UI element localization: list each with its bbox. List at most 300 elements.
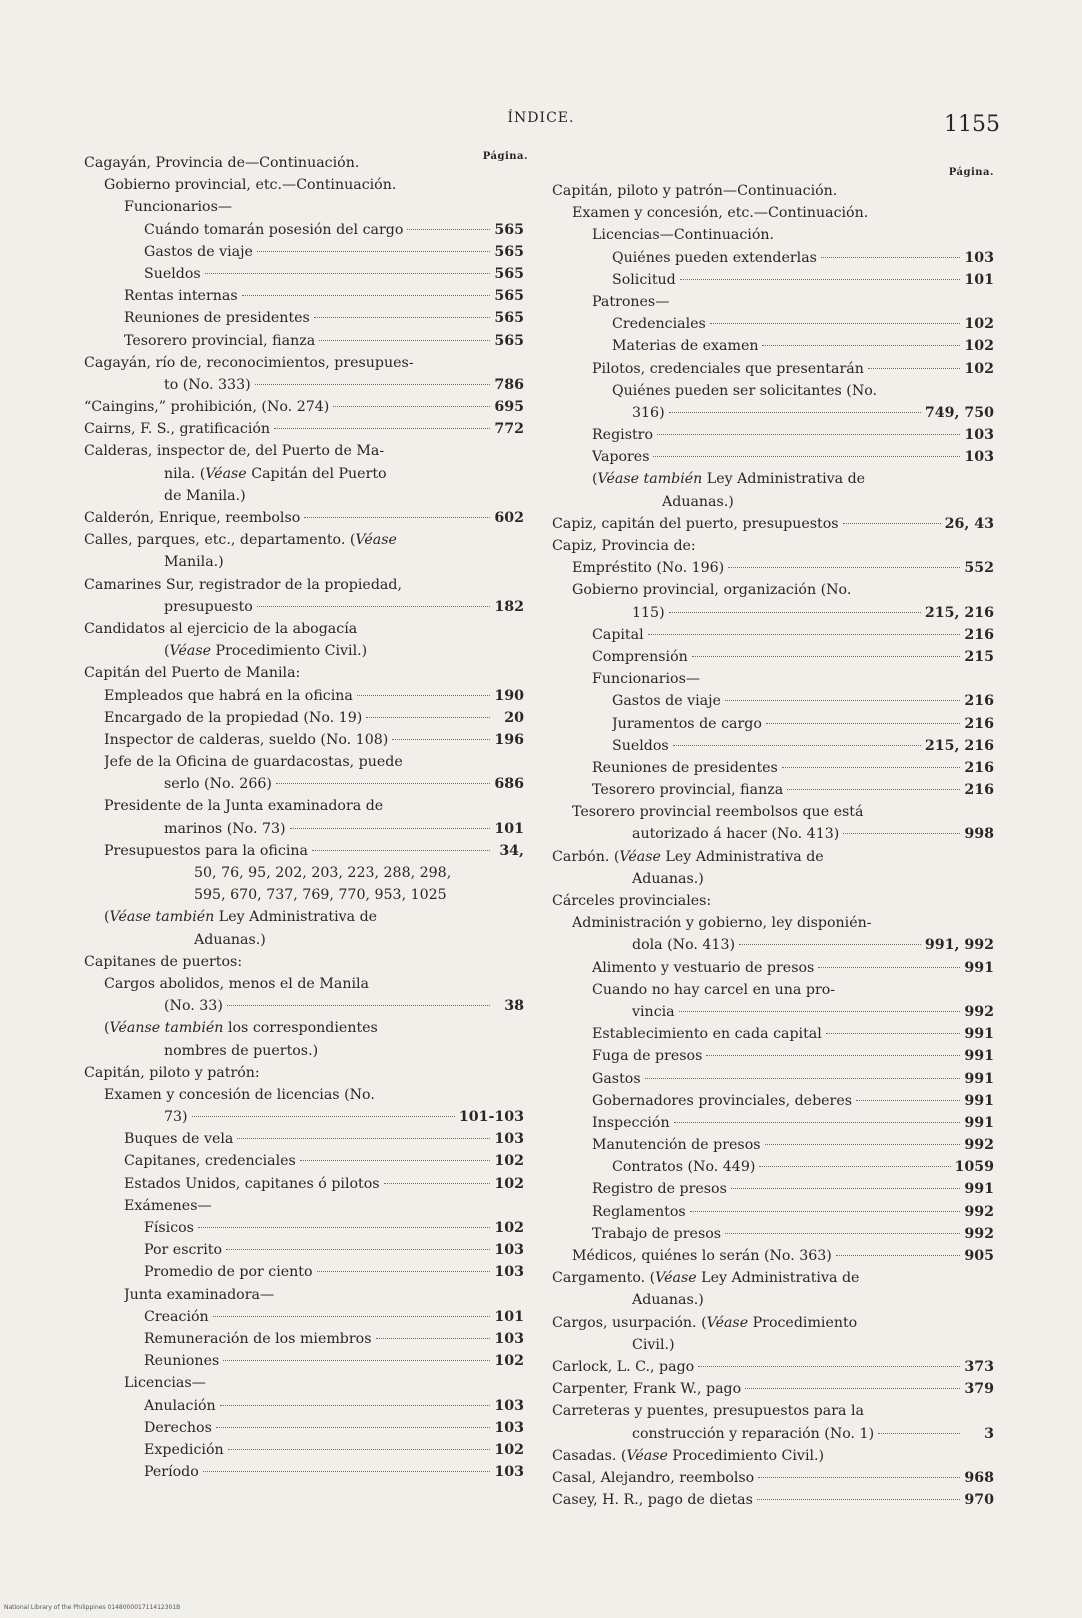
index-entry bbox=[552, 1068, 994, 1090]
index-entry bbox=[552, 1467, 994, 1489]
entry-text: Quiénes pueden ser solicitantes (No. bbox=[612, 382, 878, 399]
entry-text: Capitán, piloto y patrón: bbox=[84, 1064, 260, 1081]
leader-dots bbox=[257, 606, 490, 607]
entry-text: Buques de vela bbox=[124, 1131, 234, 1148]
index-entry bbox=[552, 890, 994, 912]
entry-text: Creación bbox=[144, 1308, 209, 1325]
index-entry bbox=[84, 152, 524, 174]
leader-dots bbox=[205, 273, 490, 274]
entry-text: Licencias— bbox=[124, 1375, 206, 1392]
leader-dots bbox=[725, 1233, 960, 1234]
entry-text: Manutención de presos bbox=[592, 1137, 761, 1154]
entry-text: Gobierno provincial, etc.—Continuación. bbox=[104, 177, 397, 194]
index-entry bbox=[84, 440, 524, 462]
page-reference: 102 bbox=[964, 360, 994, 377]
entry-text: Promedio de por ciento bbox=[144, 1264, 313, 1281]
page-reference: 991 bbox=[964, 959, 994, 976]
index-entry bbox=[552, 202, 994, 224]
index-entry bbox=[84, 884, 524, 906]
index-entry bbox=[552, 1201, 994, 1223]
entry-text: Derechos bbox=[144, 1419, 212, 1436]
page-reference: 101 bbox=[494, 1308, 524, 1325]
entry-text: Cárceles provinciales: bbox=[552, 893, 712, 909]
page-reference: 749, 750 bbox=[924, 404, 994, 421]
entry-text: Cagayán, río de, reconocimientos, presupues- bbox=[84, 354, 414, 371]
index-entry bbox=[552, 1001, 994, 1023]
entry-text: Candidatos al ejercicio de la abogacía bbox=[84, 620, 358, 637]
entry-text: Trabajo de presos bbox=[592, 1225, 722, 1242]
leader-dots bbox=[739, 944, 921, 945]
index-entry bbox=[84, 1106, 524, 1128]
index-entry bbox=[84, 818, 524, 840]
index-entry bbox=[84, 307, 524, 329]
index-entry bbox=[552, 269, 994, 291]
index-entry bbox=[84, 396, 524, 418]
entry-text: Calles, parques, etc., departamento. (Véase bbox=[84, 532, 397, 549]
page-reference: 772 bbox=[494, 421, 524, 438]
entry-text: Tesorero provincial, fianza bbox=[124, 332, 316, 349]
entry-text: Tesorero provincial, fianza bbox=[592, 782, 784, 799]
entry-text: nombres de puertos.) bbox=[164, 1042, 319, 1059]
entry-text: 50, 76, 95, 202, 203, 223, 288, 298, bbox=[194, 865, 452, 881]
entry-text: Vapores bbox=[592, 449, 650, 466]
index-entry bbox=[552, 180, 994, 202]
index-entry bbox=[552, 624, 994, 646]
entry-text: (Véase también Ley Administrativa de bbox=[592, 471, 866, 488]
leader-dots bbox=[653, 456, 960, 457]
leader-dots bbox=[357, 695, 490, 696]
page-reference: 20 bbox=[504, 709, 524, 726]
leader-dots bbox=[274, 428, 490, 429]
entry-text: Manila.) bbox=[164, 554, 224, 571]
right-column bbox=[552, 150, 994, 1511]
page-reference: 992 bbox=[964, 1003, 994, 1020]
entry-text: Casey, H. R., pago de dietas bbox=[552, 1492, 753, 1509]
index-entry bbox=[552, 1289, 994, 1311]
index-entry bbox=[552, 1023, 994, 1045]
index-entry bbox=[552, 868, 994, 890]
page-reference: 552 bbox=[964, 560, 994, 577]
index-entry bbox=[84, 1461, 524, 1483]
index-entry bbox=[84, 374, 524, 396]
index-entry bbox=[84, 529, 524, 551]
leader-dots bbox=[868, 368, 960, 369]
entry-text: de Manila.) bbox=[164, 487, 246, 504]
index-entry bbox=[552, 1378, 994, 1400]
page-reference: 991, 992 bbox=[924, 937, 994, 954]
leader-dots bbox=[366, 717, 490, 718]
entry-text: 115) bbox=[632, 604, 665, 621]
index-entry bbox=[552, 646, 994, 668]
page-reference: 565 bbox=[494, 288, 524, 305]
index-entry bbox=[84, 418, 524, 440]
page-reference: 602 bbox=[494, 510, 524, 526]
index-entry bbox=[84, 773, 524, 795]
entry-text: Alimento y vestuario de presos bbox=[592, 959, 815, 976]
page-reference: 373 bbox=[964, 1358, 994, 1375]
index-entry bbox=[552, 1045, 994, 1067]
leader-dots bbox=[669, 412, 921, 413]
entry-text: Junta examinadora— bbox=[124, 1286, 275, 1303]
index-entry bbox=[84, 1417, 524, 1439]
index-entry bbox=[84, 906, 524, 928]
leader-dots bbox=[216, 1427, 490, 1428]
leader-dots bbox=[669, 612, 921, 613]
leader-dots bbox=[673, 745, 921, 746]
index-entry bbox=[84, 1350, 524, 1372]
entry-text: Materias de examen bbox=[612, 338, 759, 355]
index-entry bbox=[84, 330, 524, 352]
index-entry bbox=[552, 1489, 994, 1511]
index-entry bbox=[84, 196, 524, 218]
entry-text: Gobernadores provinciales, deberes bbox=[592, 1092, 853, 1109]
index-entry bbox=[84, 507, 524, 529]
index-entry bbox=[552, 713, 994, 735]
entry-text: Credenciales bbox=[612, 316, 706, 333]
entry-text: Cagayán, Provincia de—Continuación. bbox=[84, 155, 360, 171]
leader-dots bbox=[745, 1388, 960, 1389]
page-reference: 1059 bbox=[954, 1159, 994, 1176]
index-entry bbox=[84, 1261, 524, 1283]
index-entry bbox=[552, 1400, 994, 1422]
index-entry bbox=[552, 468, 994, 490]
page-reference: 38 bbox=[504, 998, 524, 1015]
page-reference: 991 bbox=[964, 1048, 994, 1065]
page-title: ÍNDICE. bbox=[507, 110, 575, 126]
index-entry bbox=[84, 551, 524, 573]
entry-text: Cuando no hay carcel en una pro- bbox=[592, 981, 836, 998]
leader-dots bbox=[300, 1160, 490, 1161]
index-entry bbox=[552, 424, 994, 446]
index-entry bbox=[552, 224, 994, 246]
page-reference: 190 bbox=[494, 687, 524, 704]
index-entry bbox=[552, 1178, 994, 1200]
entry-text: Estados Unidos, capitanes ó pilotos bbox=[124, 1175, 380, 1192]
page-reference: 103 bbox=[964, 427, 994, 444]
leader-dots bbox=[843, 523, 941, 524]
index-entry bbox=[552, 979, 994, 1001]
entry-text: Solicitud bbox=[612, 271, 676, 288]
page-reference: 101-103 bbox=[458, 1109, 524, 1126]
entry-text: Encargado de la propiedad (No. 19) bbox=[104, 709, 363, 726]
index-entry bbox=[84, 640, 524, 662]
page-reference: 103 bbox=[494, 1264, 524, 1281]
entry-text: Funcionarios— bbox=[124, 199, 233, 216]
leader-dots bbox=[648, 634, 960, 635]
index-entry bbox=[84, 285, 524, 307]
entry-text: Capitán, piloto y patrón—Continuación. bbox=[552, 183, 838, 199]
leader-dots bbox=[878, 1433, 960, 1434]
index-entry bbox=[84, 174, 524, 196]
entry-text: Gastos de viaje bbox=[144, 243, 253, 260]
leader-dots bbox=[317, 1271, 490, 1272]
entry-text: Físicos bbox=[144, 1220, 194, 1236]
leader-dots bbox=[843, 833, 960, 834]
index-entry bbox=[552, 957, 994, 979]
index-entry bbox=[552, 579, 994, 601]
entry-text: Cairns, F. S., gratificación bbox=[84, 421, 271, 438]
page-reference: 992 bbox=[964, 1203, 994, 1220]
entry-text: Carbón. (Véase Ley Administrativa de bbox=[552, 848, 824, 865]
leader-dots bbox=[692, 656, 960, 657]
entry-text: Calderas, inspector de, del Puerto de Ma- bbox=[84, 443, 385, 460]
index-entry bbox=[84, 1062, 524, 1084]
index-entry bbox=[552, 358, 994, 380]
index-entry bbox=[552, 912, 994, 934]
entry-text: Aduanas.) bbox=[194, 931, 266, 948]
page-reference: 216 bbox=[964, 782, 994, 799]
entry-text: (No. 33) bbox=[164, 998, 223, 1015]
page-reference: 565 bbox=[494, 265, 524, 282]
leader-dots bbox=[759, 1166, 950, 1167]
entry-text: Remuneración de los miembros bbox=[144, 1330, 372, 1347]
index-entry bbox=[84, 1195, 524, 1217]
index-entry bbox=[84, 241, 524, 263]
entry-text: Cargamento. (Véase Ley Administrativa de bbox=[552, 1270, 860, 1287]
entry-text: Capiz, capitán del puerto, presupuestos bbox=[552, 515, 839, 532]
leader-dots bbox=[227, 1005, 490, 1006]
leader-dots bbox=[728, 567, 960, 568]
index-entry bbox=[552, 380, 994, 402]
index-entry bbox=[552, 446, 994, 468]
index-entry bbox=[84, 1084, 524, 1106]
entry-text: Pilotos, credenciales que presentarán bbox=[592, 360, 864, 377]
leader-dots bbox=[407, 229, 490, 230]
entry-text: Anulación bbox=[144, 1397, 216, 1414]
entry-text: Capitán del Puerto de Manila: bbox=[84, 665, 301, 682]
leader-dots bbox=[290, 828, 490, 829]
index-entry bbox=[84, 729, 524, 751]
leader-dots bbox=[220, 1405, 490, 1406]
leader-dots bbox=[226, 1249, 490, 1250]
page-reference: 216 bbox=[964, 626, 994, 643]
leader-dots bbox=[766, 723, 960, 724]
entry-text: Civil.) bbox=[632, 1336, 675, 1353]
index-entry bbox=[84, 574, 524, 596]
column-label: Página. bbox=[948, 167, 994, 178]
entry-text: Capitanes, credenciales bbox=[124, 1153, 296, 1170]
entry-text: Presupuestos para la oficina bbox=[104, 842, 308, 859]
index-entry bbox=[84, 1372, 524, 1394]
leader-dots bbox=[392, 739, 490, 740]
page-reference: 998 bbox=[964, 826, 994, 843]
leader-dots bbox=[818, 967, 960, 968]
entry-text: Inspector de calderas, sueldo (No. 108) bbox=[104, 731, 389, 748]
leader-dots bbox=[674, 1122, 960, 1123]
entry-text: Cargos abolidos, menos el de Manila bbox=[104, 975, 369, 992]
index-entry bbox=[84, 1040, 524, 1062]
page-reference: 101 bbox=[964, 271, 994, 288]
entry-text: Reuniones de presidentes bbox=[592, 759, 778, 776]
index-entry bbox=[552, 823, 994, 845]
index-entry bbox=[84, 995, 524, 1017]
entry-text: “Caingins,” prohibición, (No. 274) bbox=[84, 399, 330, 416]
leader-dots bbox=[257, 251, 490, 252]
page-reference: 215, 216 bbox=[924, 604, 994, 621]
page-reference: 992 bbox=[964, 1137, 994, 1154]
leader-dots bbox=[384, 1183, 490, 1184]
index-entry bbox=[84, 862, 524, 884]
leader-dots bbox=[319, 340, 490, 341]
index-entry bbox=[552, 1156, 994, 1178]
entry-text: Capital bbox=[592, 626, 644, 643]
index-entry bbox=[552, 1445, 994, 1467]
leader-dots bbox=[376, 1338, 491, 1339]
page-reference: 215 bbox=[964, 648, 994, 665]
entry-text: Carpenter, Frank W., pago bbox=[552, 1381, 742, 1398]
index-entry bbox=[84, 840, 524, 862]
index-entry bbox=[552, 513, 994, 535]
leader-dots bbox=[706, 1055, 960, 1056]
index-entry bbox=[552, 335, 994, 357]
entry-text: Capitanes de puertos: bbox=[84, 953, 243, 970]
page-reference: 968 bbox=[964, 1469, 994, 1486]
index-entry bbox=[552, 491, 994, 513]
entry-text: to (No. 333) bbox=[164, 376, 251, 393]
index-entry bbox=[84, 485, 524, 507]
column-label: Página. bbox=[482, 151, 528, 162]
index-entry bbox=[84, 685, 524, 707]
index-entry bbox=[552, 247, 994, 269]
index-entry bbox=[552, 557, 994, 579]
index-entry bbox=[552, 291, 994, 313]
entry-text: Carreteras y puentes, presupuestos para la bbox=[552, 1403, 864, 1420]
page-reference: 565 bbox=[494, 243, 524, 260]
page-reference: 102 bbox=[494, 1441, 524, 1458]
entry-text: Reuniones bbox=[144, 1353, 220, 1370]
entry-text: Casal, Alejandro, reembolso bbox=[552, 1469, 755, 1486]
page-reference: 103 bbox=[494, 1464, 524, 1481]
leader-dots bbox=[198, 1227, 490, 1228]
index-entry bbox=[84, 662, 524, 684]
entry-text: Casadas. (Véase Procedimiento Civil.) bbox=[552, 1447, 825, 1464]
entry-text: 595, 670, 737, 769, 770, 953, 1025 bbox=[194, 887, 447, 904]
index-entry bbox=[552, 801, 994, 823]
page-reference: 102 bbox=[494, 1353, 524, 1370]
page-reference: 216 bbox=[964, 715, 994, 732]
entry-text: Administración y gobierno, ley disponién- bbox=[572, 915, 872, 932]
entry-text: Examen y concesión, etc.—Continuación. bbox=[572, 205, 869, 222]
leader-dots bbox=[657, 434, 960, 435]
leader-dots bbox=[276, 783, 490, 784]
index-entry bbox=[552, 668, 994, 690]
page-reference: 991 bbox=[964, 1114, 994, 1131]
leader-dots bbox=[710, 323, 960, 324]
index-entry bbox=[552, 313, 994, 335]
leader-dots bbox=[228, 1449, 490, 1450]
index-entry bbox=[84, 1217, 524, 1239]
page-reference: 991 bbox=[964, 1092, 994, 1109]
entry-text: Sueldos bbox=[612, 737, 669, 754]
index-entry bbox=[84, 352, 524, 374]
index-entry bbox=[552, 402, 994, 424]
page-reference: 103 bbox=[494, 1397, 524, 1414]
leader-dots bbox=[223, 1360, 490, 1361]
page-reference: 379 bbox=[964, 1381, 994, 1398]
index-entry bbox=[552, 1334, 994, 1356]
index-entry bbox=[552, 1312, 994, 1334]
leader-dots bbox=[758, 1477, 960, 1478]
entry-text: Inspección bbox=[592, 1114, 670, 1131]
entry-text: marinos (No. 73) bbox=[164, 820, 286, 837]
index-entry bbox=[84, 707, 524, 729]
page-reference: 216 bbox=[964, 759, 994, 776]
index-entry bbox=[552, 1090, 994, 1112]
entry-text: Examen y concesión de licencias (No. bbox=[104, 1086, 375, 1103]
page-reference: 565 bbox=[494, 221, 524, 238]
leader-dots bbox=[731, 1188, 960, 1189]
entry-text: Empréstito (No. 196) bbox=[572, 560, 725, 577]
leader-dots bbox=[690, 1211, 960, 1212]
entry-text: Sueldos bbox=[144, 265, 201, 282]
index-entry bbox=[84, 263, 524, 285]
page-reference: 991 bbox=[964, 1181, 994, 1198]
index-entry bbox=[552, 779, 994, 801]
entry-text: Calderón, Enrique, reembolso bbox=[84, 510, 301, 526]
index-entry bbox=[552, 1245, 994, 1267]
entry-text: Cuándo tomarán posesión del cargo bbox=[144, 221, 404, 238]
entry-text: Registro bbox=[592, 427, 654, 444]
leader-dots bbox=[312, 850, 490, 851]
index-entry bbox=[552, 1423, 994, 1445]
leader-dots bbox=[192, 1116, 455, 1117]
page-reference: 102 bbox=[494, 1175, 524, 1192]
page-reference: 196 bbox=[494, 731, 524, 748]
entry-text: construcción y reparación (No. 1) bbox=[632, 1425, 875, 1442]
entry-text: Contratos (No. 449) bbox=[612, 1159, 756, 1176]
page-reference: 215, 216 bbox=[924, 737, 994, 754]
page-reference: 26, 43 bbox=[944, 515, 994, 532]
index-entry bbox=[552, 1223, 994, 1245]
page-reference: 905 bbox=[964, 1248, 994, 1264]
entry-text: autorizado á hacer (No. 413) bbox=[632, 826, 840, 843]
index-entry bbox=[84, 795, 524, 817]
leader-dots bbox=[333, 406, 490, 407]
right-entries bbox=[552, 180, 994, 1511]
entry-text: Aduanas.) bbox=[632, 870, 704, 887]
entry-text: Período bbox=[144, 1464, 199, 1481]
page-reference: 686 bbox=[494, 776, 524, 793]
leader-dots bbox=[255, 384, 490, 385]
index-entry bbox=[84, 1439, 524, 1461]
index-entry bbox=[84, 596, 524, 618]
footer-imprint: National Library of the Philippines 014800001711412301B bbox=[4, 1604, 181, 1611]
page-reference: 695 bbox=[494, 399, 524, 416]
index-entry bbox=[84, 618, 524, 640]
entry-text: Empleados que habrá en la oficina bbox=[104, 687, 353, 704]
index-entry bbox=[84, 1328, 524, 1350]
entry-text: serlo (No. 266) bbox=[164, 776, 272, 793]
page-reference: 102 bbox=[494, 1153, 524, 1170]
index-entry bbox=[84, 219, 524, 241]
entry-text: Establecimiento en cada capital bbox=[592, 1026, 822, 1043]
index-entry bbox=[552, 735, 994, 757]
entry-text: Tesorero provincial reembolsos que está bbox=[572, 804, 864, 821]
page-reference: 992 bbox=[964, 1225, 994, 1242]
entry-text: 73) bbox=[164, 1109, 188, 1126]
leader-dots bbox=[856, 1100, 960, 1101]
page-reference: 786 bbox=[494, 376, 524, 393]
page-reference: 3 bbox=[984, 1425, 994, 1442]
leader-dots bbox=[826, 1033, 960, 1034]
page-number: 1155 bbox=[944, 112, 1000, 137]
entry-text: Exámenes— bbox=[124, 1197, 212, 1214]
page-reference: 103 bbox=[494, 1131, 524, 1148]
entry-text: Gastos bbox=[592, 1070, 641, 1087]
page-reference: 182 bbox=[494, 598, 524, 615]
entry-text: presupuesto bbox=[164, 598, 253, 615]
leader-dots bbox=[304, 517, 490, 518]
